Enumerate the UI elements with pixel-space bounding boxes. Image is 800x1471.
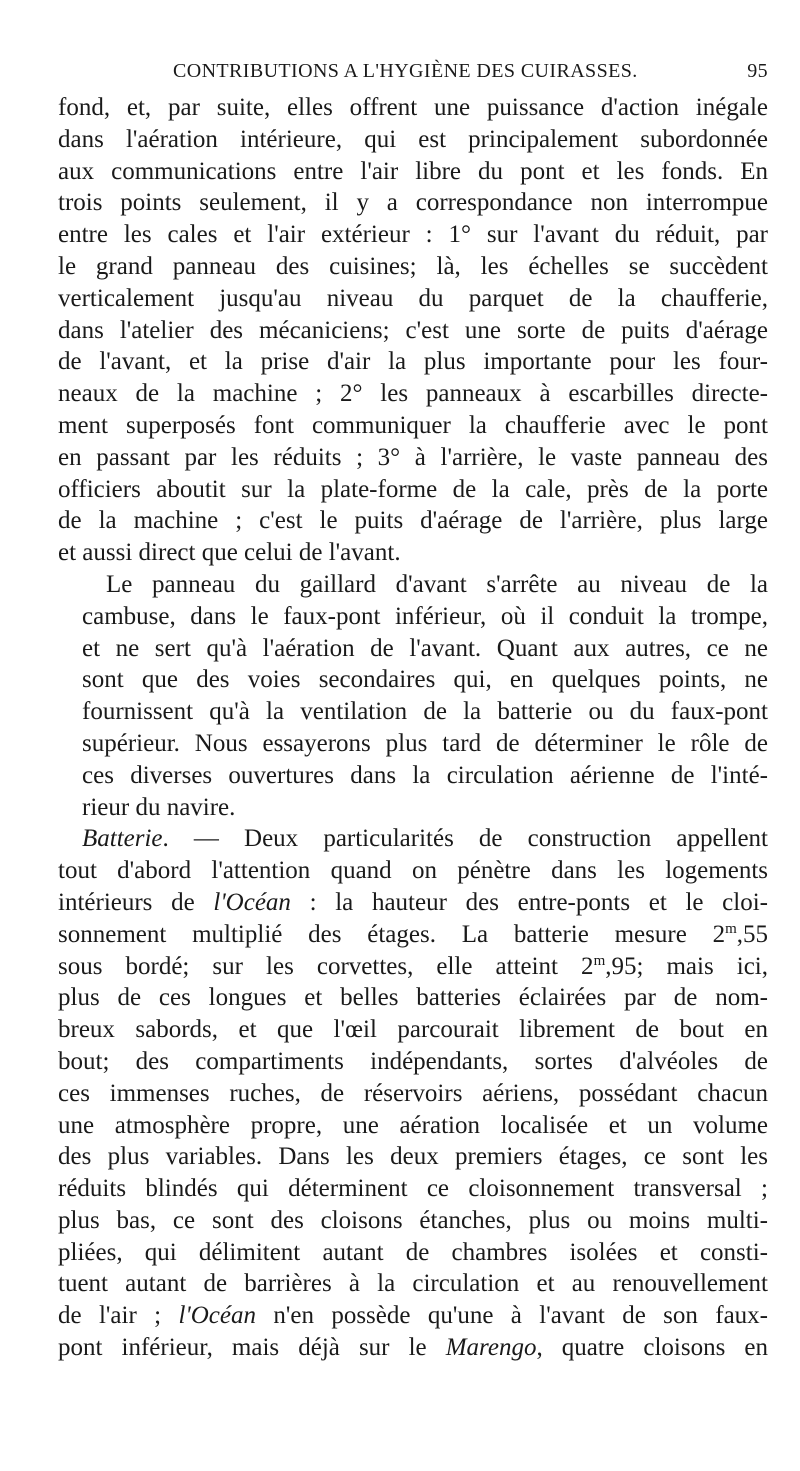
text-line: réduits blindés qui déterminent ce cloisonnement transversal ; <box>58 1175 768 1203</box>
text-line: fournissent qu'à la ventilation de la batterie ou du faux-pont <box>82 698 768 726</box>
text-line: breux sabords, et que l'œil parcourait librement de bout en <box>58 1016 768 1044</box>
text-line: Batterie. — Deux particularités de construction appellent <box>82 825 768 853</box>
text-line: tout d'abord l'attention quand on pénètre dans les logements <box>58 857 768 885</box>
text-line: entre les cales et l'air extérieur : 1° sur l'avant du réduit, par <box>58 221 768 249</box>
text-line: dans l'aération intérieure, qui est principalement subordonnée <box>58 125 768 153</box>
text-line: plus bas, ce sont des cloisons étanches, plus ou moins multi- <box>58 1206 768 1234</box>
paragraph-2 <box>58 569 768 823</box>
text-line: tuent autant de barrières à la circulation et au renouvellement <box>58 1270 768 1298</box>
text-line: dans l'atelier des mécaniciens; c'est une sorte de puits d'aérage <box>58 316 768 344</box>
paragraph-3 <box>58 823 768 1364</box>
book-page <box>58 56 768 1364</box>
body-text <box>58 92 768 1364</box>
running-title: CONTRIBUTIONS A L'HYGIÈNE DES CUIRASSES. <box>173 60 638 82</box>
text-line: Le panneau du gaillard d'avant s'arrête au niveau de la <box>106 570 768 598</box>
text-line: pliées, qui délimitent autant de chambres isolées et consti- <box>58 1238 768 1266</box>
text-line: officiers aboutit sur la plate-forme de la cale, près de la porte <box>58 475 768 503</box>
page-number: 95 <box>747 60 768 82</box>
text-line: neaux de la machine ; 2° les panneaux à escarbilles directe- <box>58 380 768 408</box>
running-head <box>58 56 768 92</box>
text-line: une atmosphère propre, une aération localisée et un volume <box>58 1111 768 1139</box>
text-line: rieur du navire. <box>82 793 236 821</box>
text-line: bout; des compartiments indépendants, sortes d'alvéoles de <box>58 1047 768 1075</box>
text-line: ment superposés font communiquer la chaufferie avec le pont <box>58 411 768 439</box>
text-line: de la machine ; c'est le puits d'aérage de l'arrière, plus large <box>58 507 768 535</box>
text-line: verticalement jusqu'au niveau du parquet de la chaufferie, <box>58 284 768 312</box>
text-line: ces diverses ouvertures dans la circulation aérienne de l'inté- <box>82 761 768 789</box>
text-line: aux communications entre l'air libre du pont et les fonds. En <box>58 157 768 185</box>
text-line: en passant par les réduits ; 3° à l'arrière, le vaste panneau des <box>58 443 768 471</box>
text-line: plus de ces longues et belles batteries éclairées par de nom- <box>58 984 768 1012</box>
text-line: intérieurs de l'Océan : la hauteur des entre-ponts et le cloi- <box>58 888 768 916</box>
text-line: et aussi direct que celui de l'avant. <box>58 539 401 567</box>
text-line: sont que des voies secondaires qui, en quelques points, ne <box>82 666 768 694</box>
text-line: des plus variables. Dans les deux premiers étages, ce sont les <box>58 1143 768 1171</box>
text-line: sonnement multiplié des étages. La batterie mesure 2$^m$,55 <box>58 920 768 948</box>
text-line: trois points seulement, il y a correspondance non interrompue <box>58 189 768 217</box>
text-line: et ne sert qu'à l'aération de l'avant. Quant aux autres, ce ne <box>82 634 768 662</box>
text-line: sous bordé; sur les corvettes, elle atteint 2$^m$,95; mais ici, <box>58 952 768 980</box>
text-line: de l'air ; l'Océan n'en possède qu'une à l'avant de son faux- <box>58 1302 769 1330</box>
text-line: le grand panneau des cuisines; là, les échelles se succèdent <box>58 252 768 280</box>
text-line: de l'avant, et la prise d'air la plus importante pour les four- <box>58 348 768 376</box>
text-line: ces immenses ruches, de réservoirs aériens, possédant chacun <box>58 1079 768 1107</box>
text-line: fond, et, par suite, elles offrent une puissance d'action inégale <box>58 94 768 121</box>
text-line: pont inférieur, mais déjà sur le Marengo, quatre cloisons en <box>58 1334 768 1362</box>
paragraph-1 <box>58 92 768 569</box>
text-line: supérieur. Nous essayerons plus tard de déterminer le rôle de <box>82 729 768 757</box>
text-line: cambuse, dans le faux-pont inférieur, où il conduit la trompe, <box>82 602 768 630</box>
